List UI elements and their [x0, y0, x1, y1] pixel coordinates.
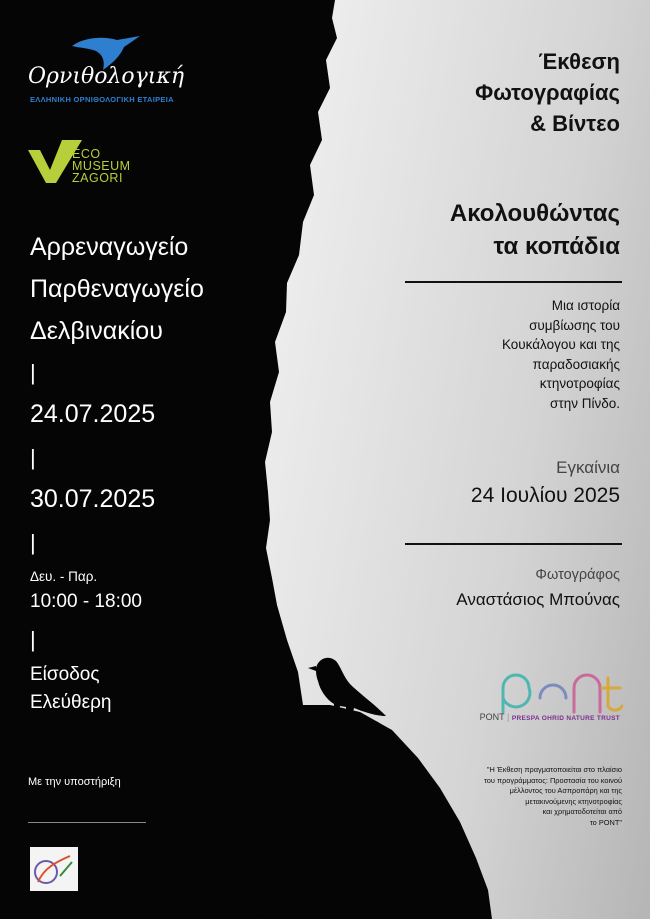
pont-logo-icon [503, 675, 622, 712]
description-line: Μια ιστορία [551, 298, 620, 313]
description-line: στην Πίνδο. [550, 395, 620, 411]
separator: | [30, 530, 36, 555]
support-divider [28, 822, 146, 823]
exhibition-line: & Βίντεο [530, 111, 620, 136]
opening-days: Δευ. - Παρ. [30, 569, 98, 584]
date-end: 30.07.2025 [30, 485, 156, 513]
pont-logo-text: PONT | PRESPA OHRID NATURE TRUST [479, 712, 620, 722]
note-line: μετακινούμενης κτηνοτροφίας [525, 796, 622, 806]
description-line: Κουκάλογου και της [501, 337, 620, 352]
entry-line: Ελεύθερη [30, 692, 112, 713]
pont-name: PONT [479, 712, 505, 722]
description-line: παραδοσιακής [532, 356, 620, 372]
opening-hours: 10:00 - 18:00 [30, 591, 142, 612]
program-note [432, 765, 622, 828]
eco-line: ECO [72, 147, 101, 161]
description-line: κτηνοτροφίας [539, 376, 620, 391]
separator: | [30, 445, 36, 470]
exhibition-title [450, 197, 620, 263]
title-line: Ακολουθώντας [449, 200, 620, 227]
venue-line: Παρθεναγωγείο [30, 275, 204, 303]
exhibition-line: Φωτογραφίας [475, 80, 620, 105]
note-line: του προγράμματος: Προστασία του κοινού [483, 775, 622, 785]
separator: | [30, 360, 36, 385]
date-start: 24.07.2025 [30, 400, 156, 428]
entry-block [30, 661, 111, 717]
opening-date: 24 Ιουλίου 2025 [470, 484, 620, 507]
separator: | [30, 627, 36, 652]
eco-line: MUSEUM [72, 159, 131, 173]
eco-line: ZAGORI [72, 171, 123, 185]
note-line: το PONT" [589, 817, 622, 827]
exhibition-heading [475, 46, 620, 139]
pont-partner: PRESPA OHRID NATURE TRUST [511, 715, 620, 722]
photographer-label: Φωτογράφος [535, 567, 620, 583]
note-line: μέλλοντος του Ασπροπάρη και της [509, 786, 622, 795]
ornithologiki-logo-name: Ορνιθολογική [28, 64, 185, 89]
exhibition-description [502, 296, 620, 413]
opening-label: Εγκαίνια [556, 458, 620, 477]
support-label: Με την υποστήριξη [28, 776, 121, 788]
venue-line: Δελβινακίου [30, 317, 163, 345]
support-partner-logo-icon [30, 847, 78, 891]
divider-top [405, 281, 622, 283]
venue-block [30, 226, 204, 352]
divider-bottom [405, 543, 622, 545]
eco-museum-logo-text [72, 148, 131, 184]
description-line: συμβίωσης του [529, 317, 620, 333]
photographer-name: Αναστάσιος Μπούνας [456, 590, 620, 609]
exhibition-line: Έκθεση [538, 49, 620, 74]
venue-line: Αρρεναγωγείο [30, 233, 189, 261]
note-line: και χρηματοδοτείται από [542, 807, 622, 816]
ornithologiki-logo-subtitle: ΕΛΛΗΝΙΚΗ ΟΡΝΙΘΟΛΟΓΙΚΗ ΕΤΑΙΡΕΙΑ [30, 95, 174, 104]
note-line: "Η Έκθεση πραγματοποιείται στο πλαίσιο [486, 765, 622, 774]
entry-line: Είσοδος [30, 664, 100, 685]
title-line: τα κοπάδια [493, 233, 620, 260]
